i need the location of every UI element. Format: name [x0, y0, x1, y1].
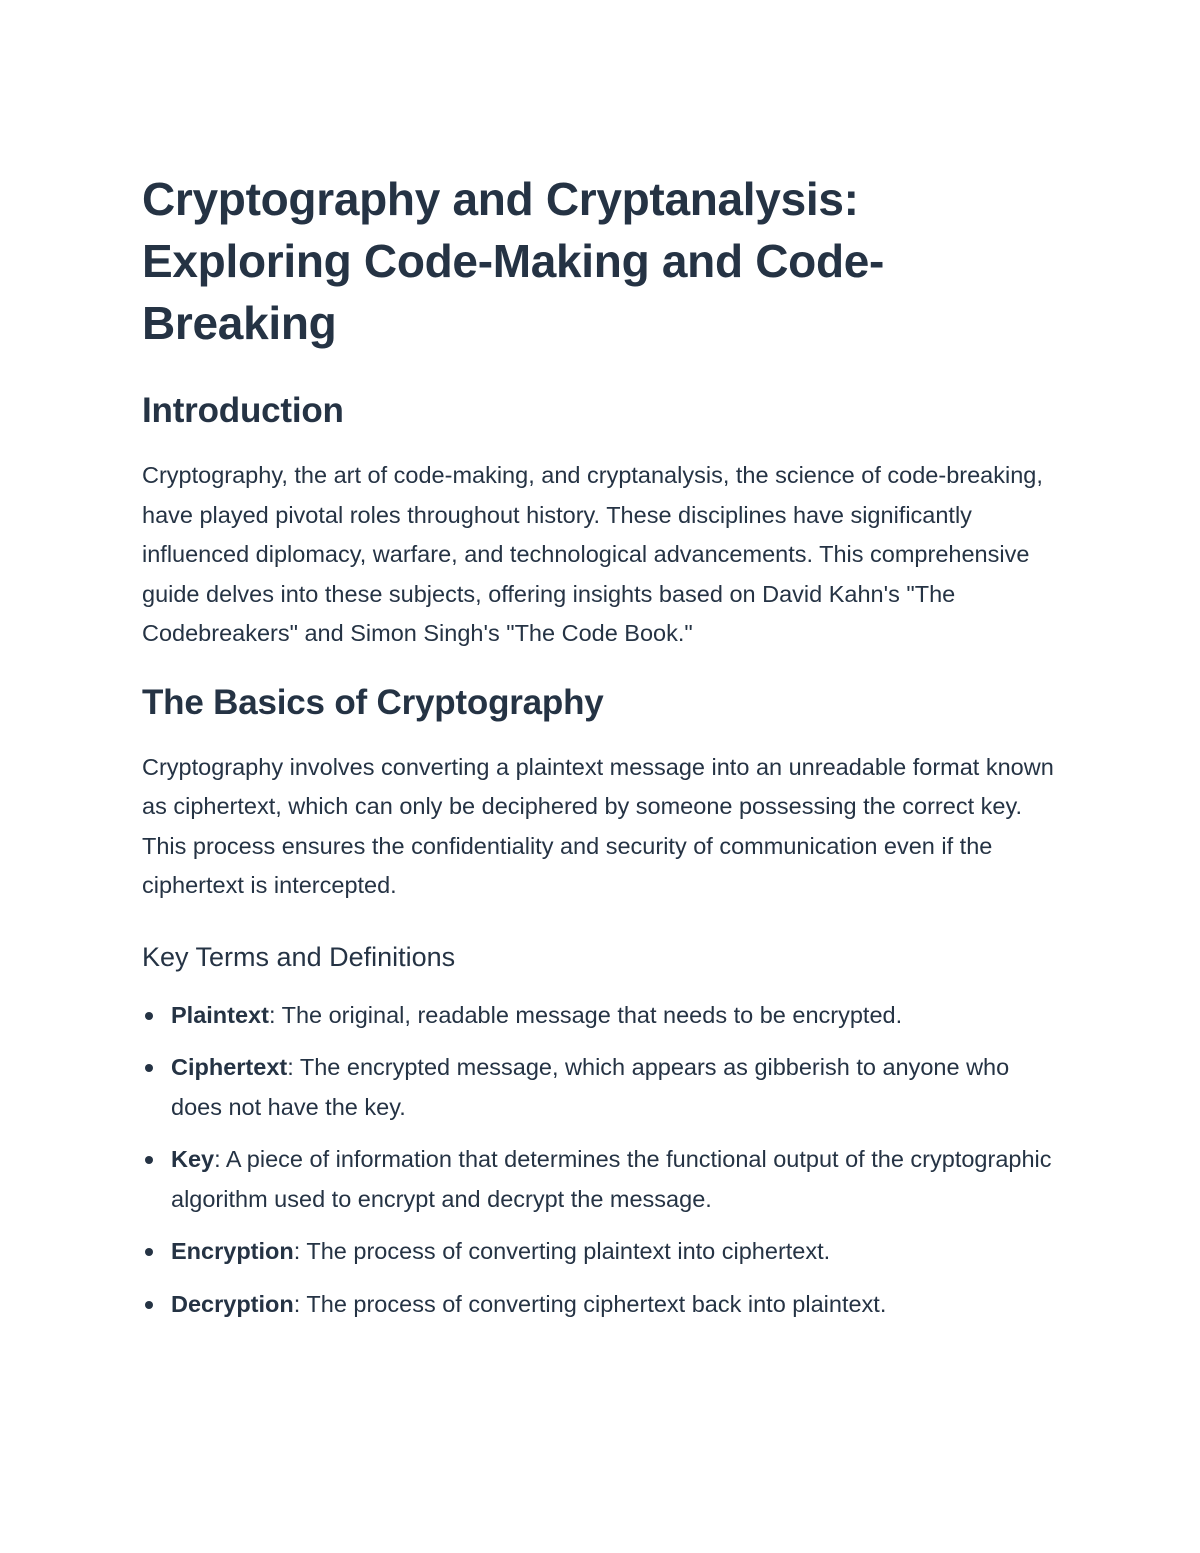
term-label: Ciphertext — [171, 1054, 288, 1080]
term-label: Plaintext — [171, 1001, 269, 1028]
bullet-icon — [145, 1248, 153, 1256]
term-label: Key — [171, 1146, 215, 1172]
list-item — [142, 996, 1062, 1036]
term-separator: : — [293, 1290, 307, 1317]
section-heading-introduction: Introduction — [142, 391, 344, 430]
key-terms-list — [142, 996, 1062, 1325]
bullet-icon — [145, 1064, 153, 1072]
term-definition: The process of converting ciphertext back into plaintext. — [306, 1290, 887, 1317]
list-item — [142, 1140, 1062, 1219]
term-definition: The encrypted message, which appears as gibberish to anyone who does not have the key. — [171, 1054, 1010, 1120]
subheading-key-terms: Key Terms and Definitions — [142, 941, 456, 972]
document-title: Cryptography and Cryptanalysis: Exploring Code-Making and Code-Breaking — [142, 173, 885, 349]
bullet-icon — [145, 1301, 153, 1309]
document-page — [142, 168, 1062, 1337]
section-heading-basics: The Basics of Cryptography — [142, 682, 604, 722]
list-item — [142, 1232, 1062, 1272]
term-definition: The process of converting plaintext into ciphertext. — [306, 1238, 831, 1264]
term-label: Decryption — [171, 1290, 294, 1317]
bullet-icon — [145, 1012, 153, 1020]
term-label: Encryption — [171, 1238, 294, 1264]
introduction-paragraph: Cryptography, the art of code-making, and cryptanalysis, the science of code-breaking, have played pivotal roles throughout history. These disciplines have significantly influenced diplomacy, warfare, and technological advancements. This comprehensive guide delves into these subjects, offering insights based on David Kahn's "The Codebreakers" and Simon Singh's "The Code Book." — [142, 462, 1043, 646]
basics-paragraph: Cryptography involves converting a plaintext message into an unreadable format known as ciphertext, which can only be deciphered by someone possessing the correct key. This process ensures the confidentiality and security of communication even if the ciphertext is intercepted. — [142, 753, 1054, 898]
list-item — [142, 1285, 1062, 1325]
term-separator: : — [293, 1238, 307, 1264]
term-definition: A piece of information that determines the functional output of the cryptographic algorithm used to encrypt and decrypt the message. — [171, 1146, 1052, 1212]
list-item — [142, 1048, 1062, 1127]
term-separator: : — [287, 1054, 300, 1080]
term-separator: : — [214, 1146, 226, 1172]
bullet-icon — [145, 1156, 153, 1164]
term-definition: The original, readable message that needs to be encrypted. — [281, 1001, 903, 1028]
term-separator: : — [268, 1001, 282, 1028]
